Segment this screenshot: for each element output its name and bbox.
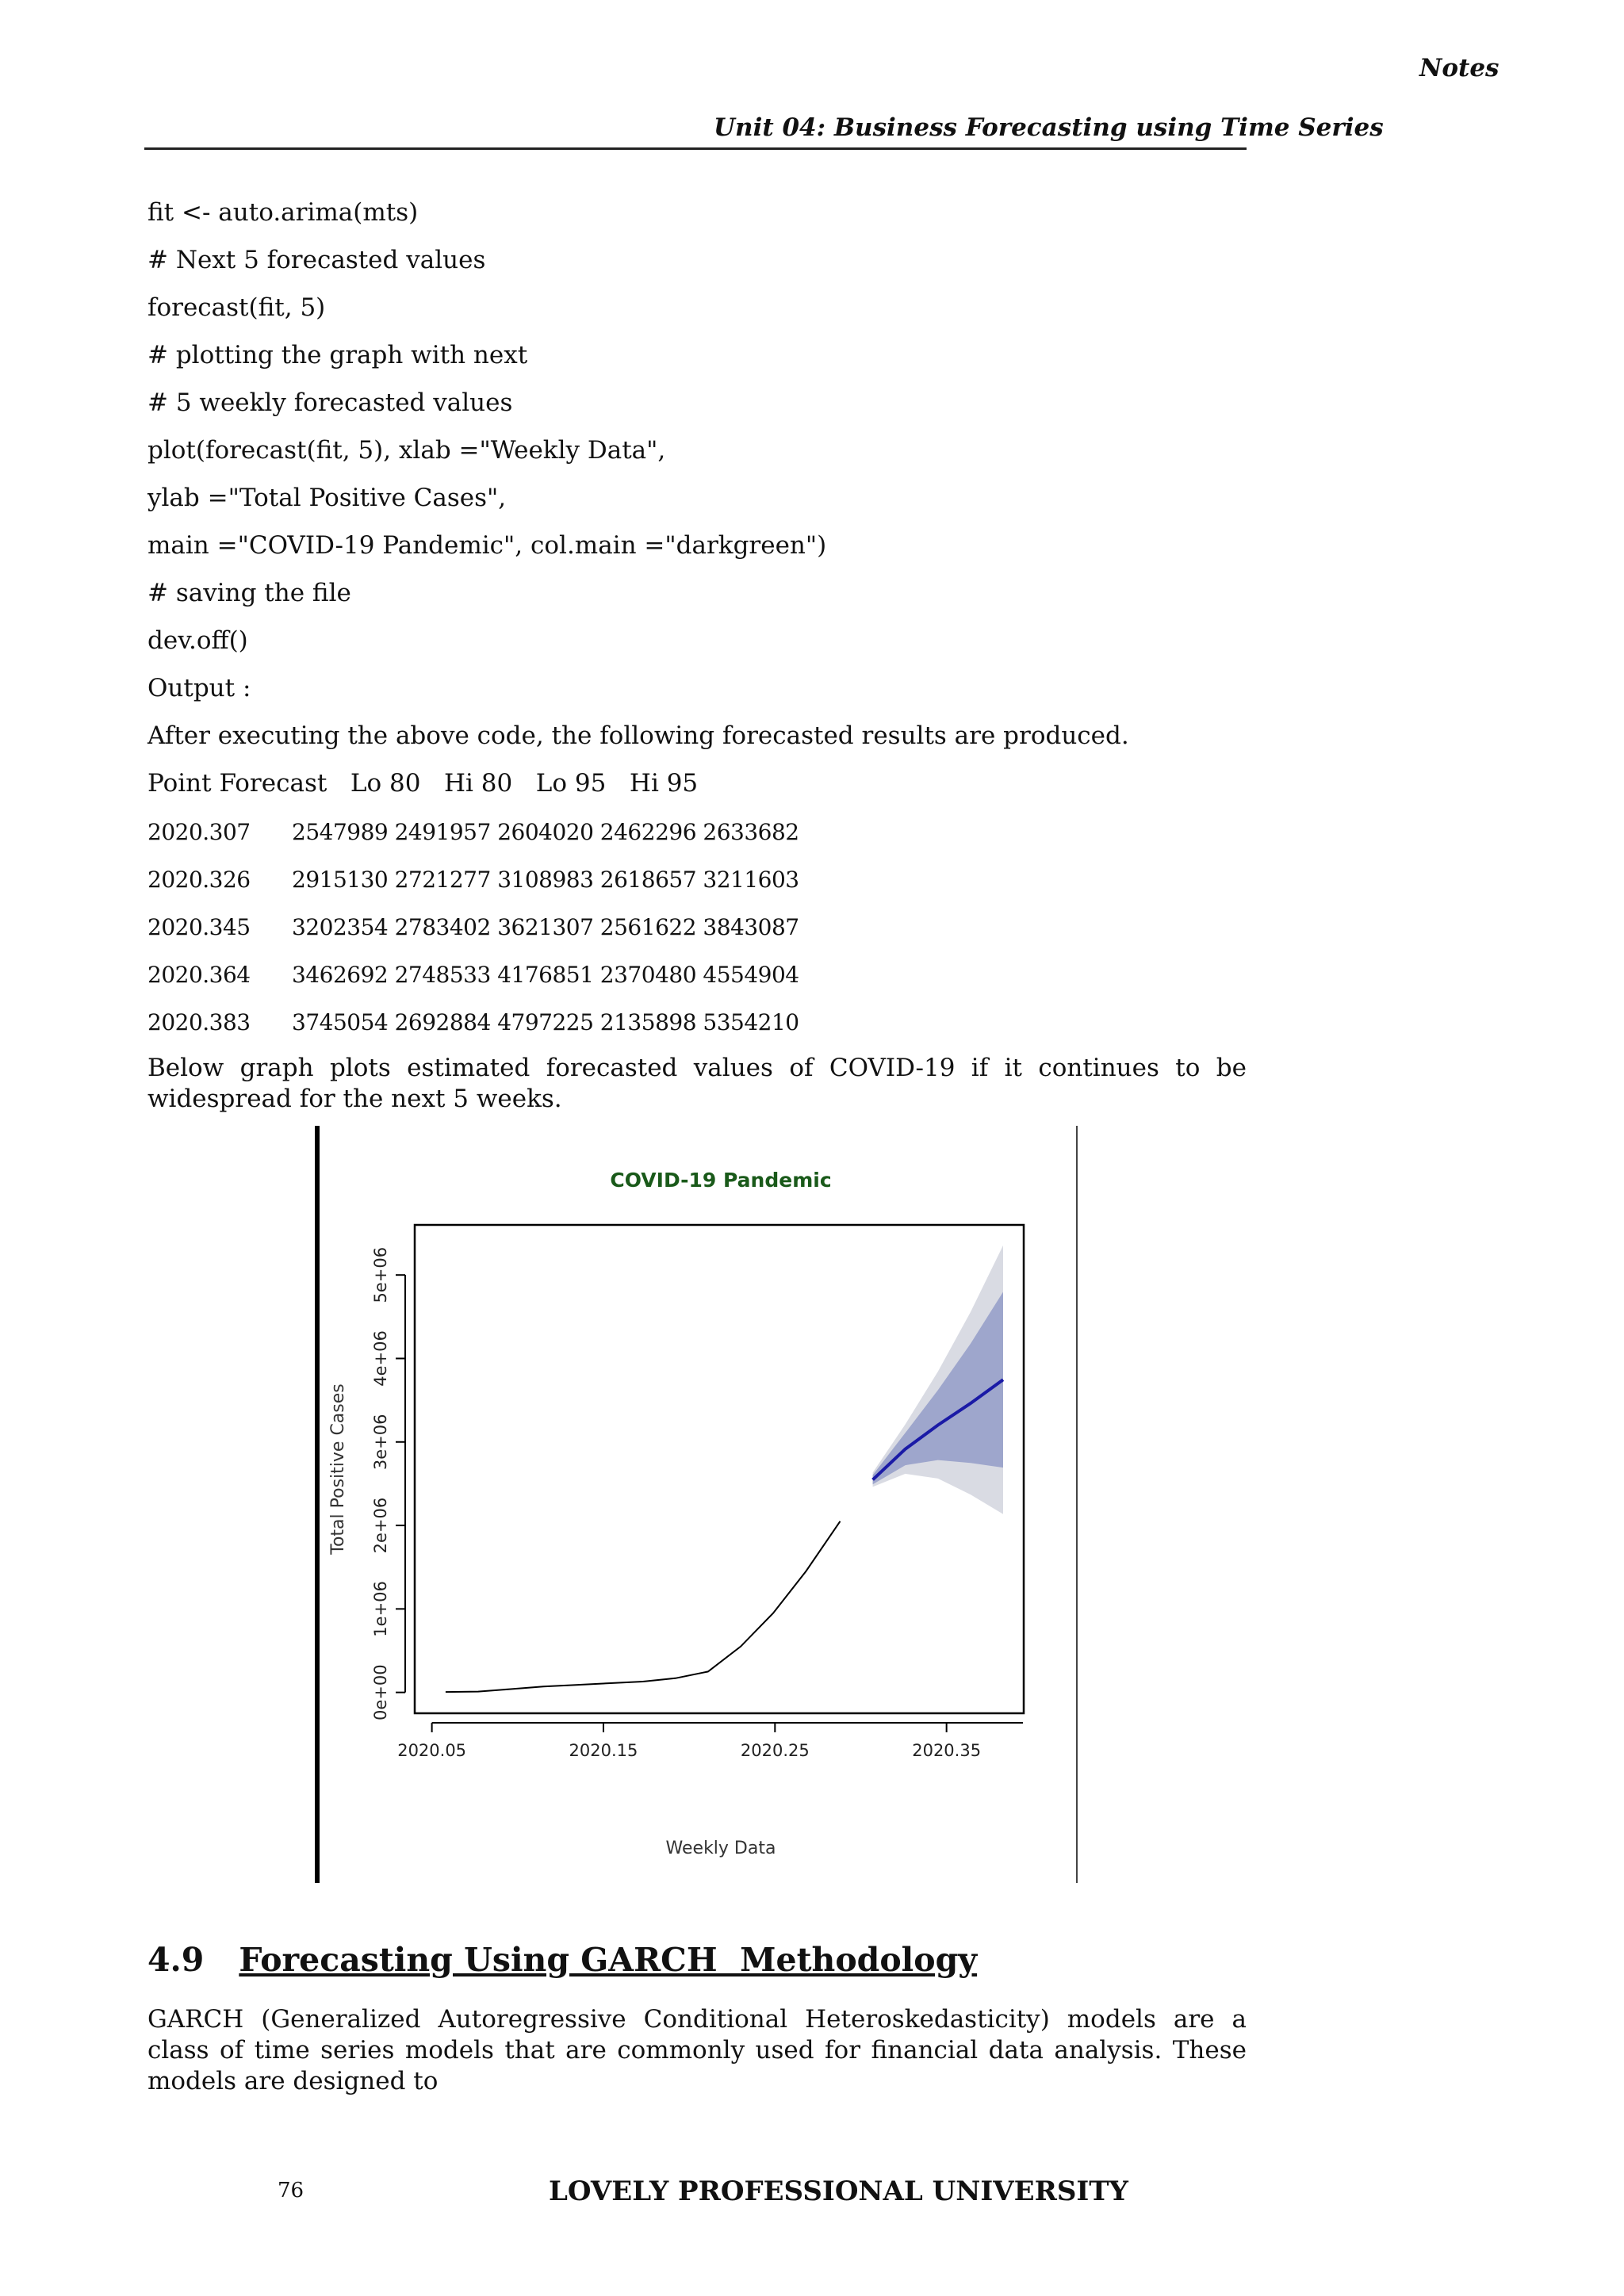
forecast-row-values: 3462692 2748533 4176851 2370480 4554904 — [292, 962, 799, 988]
chart-title: COVID-19 Pandemic — [610, 1169, 832, 1192]
code-line: main ="COVID-19 Pandemic", col.main ="darkgreen") — [147, 531, 827, 560]
x-tick-label: 2020.05 — [397, 1741, 467, 1760]
code-line: ylab ="Total Positive Cases", — [147, 484, 507, 512]
footer-university: LOVELY PROFESSIONAL UNIVERSITY — [549, 2175, 1128, 2207]
forecast-row-values: 3202354 2783402 3621307 2561622 3843087 — [292, 914, 799, 940]
forecast-row-values: 3745054 2692884 4797225 2135898 5354210 — [292, 1009, 799, 1035]
output-label: Output : — [147, 674, 251, 702]
forecast-row-time: 2020.383 — [147, 1009, 251, 1035]
forecast-row-time: 2020.364 — [147, 962, 251, 988]
header-rule — [144, 147, 1247, 150]
graph-intro-paragraph: Below graph plots estimated forecasted values of COVID-19 if it continues to be widespread for the next 5 weeks. — [147, 1054, 1247, 1113]
chart-x-axis-label: Weekly Data — [665, 1839, 776, 1858]
y-tick-label: 4e+06 — [371, 1330, 390, 1387]
code-line: forecast(fit, 5) — [147, 293, 326, 322]
forecast-table-header: Point Forecast Lo 80 Hi 80 Lo 95 Hi 95 — [147, 769, 699, 798]
code-line: # Next 5 forecasted values — [147, 246, 486, 274]
forecast-row-time: 2020.307 — [147, 819, 251, 845]
forecast-chart — [314, 1126, 1080, 1883]
y-tick-label: 3e+06 — [371, 1414, 390, 1471]
y-tick-label: 0e+00 — [371, 1664, 390, 1721]
section-heading — [147, 1941, 977, 1979]
chart-y-axis-label: Total Positive Cases — [328, 1383, 348, 1555]
x-tick-label: 2020.15 — [569, 1741, 638, 1760]
y-tick-label: 5e+06 — [371, 1246, 390, 1303]
section-number: 4.9 — [147, 1941, 205, 1979]
unit-title: Unit 04: Business Forecasting using Time Series — [714, 113, 1384, 142]
forecast-chart-svg — [314, 1126, 1080, 1883]
notes-label: Notes — [1419, 54, 1500, 82]
code-line: plot(forecast(fit, 5), xlab ="Weekly Data", — [147, 436, 666, 465]
output-description: After executing the above code, the following forecasted results are produced. — [147, 721, 1129, 750]
x-tick-label: 2020.25 — [740, 1741, 810, 1760]
y-tick-label: 2e+06 — [371, 1497, 390, 1554]
forecast-row-time: 2020.326 — [147, 867, 251, 893]
forecast-row-time: 2020.345 — [147, 914, 251, 940]
code-line: # saving the file — [147, 579, 351, 607]
forecast-row-values: 2547989 2491957 2604020 2462296 2633682 — [292, 819, 799, 845]
code-line: # plotting the graph with next — [147, 341, 528, 369]
code-line: fit <- auto.arima(mts) — [147, 198, 419, 227]
code-line: # 5 weekly forecasted values — [147, 388, 513, 417]
section-title: Forecasting Using GARCH Methodology — [239, 1941, 978, 1979]
code-line: dev.off() — [147, 626, 248, 655]
x-tick-label: 2020.35 — [912, 1741, 982, 1760]
section-paragraph: GARCH (Generalized Autoregressive Conditional Heteroskedasticity) models are a class of time series models that are commonly used for financial data analysis. These models are designed to — [147, 2005, 1247, 2095]
forecast-row-values: 2915130 2721277 3108983 2618657 3211603 — [292, 867, 799, 893]
y-tick-label: 1e+06 — [371, 1581, 390, 1637]
page-number: 76 — [278, 2179, 304, 2202]
